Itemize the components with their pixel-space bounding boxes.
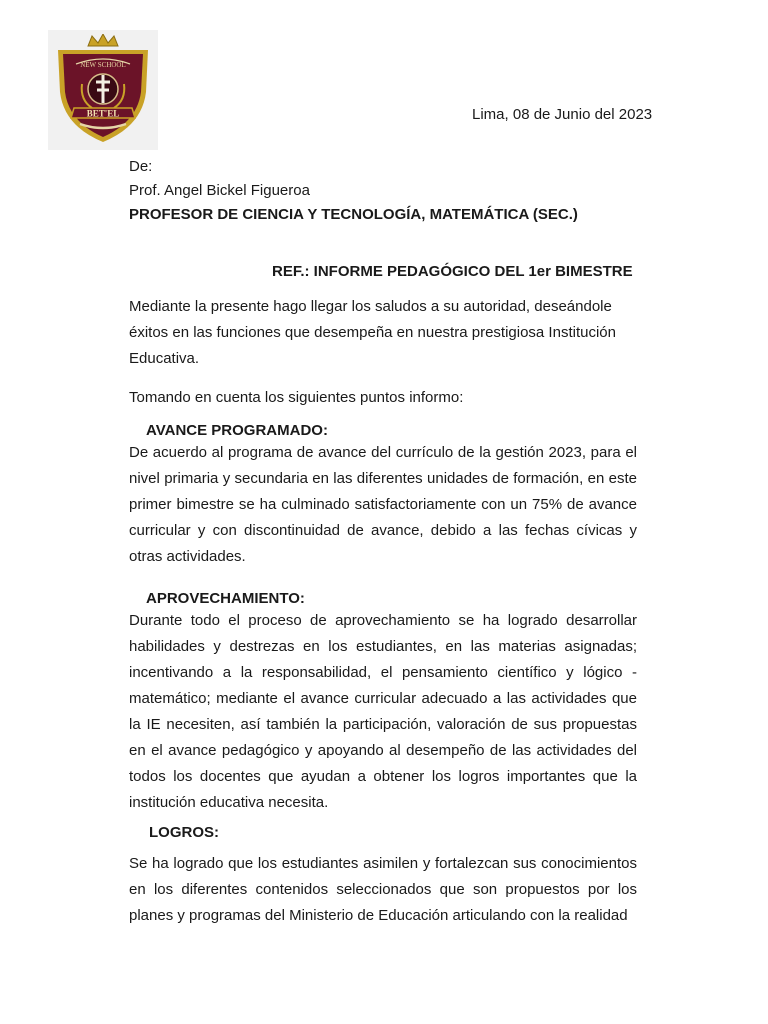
section-text-aprovechamiento: Durante todo el proceso de aprovechamiento se ha logrado desarrollar habilidades y destrezas en los estudiantes, en las materias asignadas; incentivando a la responsabilidad, el pensamiento científico y lógico - matemático; mediante el avance curricular adecuado a las actividades que la IE necesiten, así también la participación, valoración de sus propuestas en el avance pedagógico y apoyando al desempeño de las actividades del todos los docentes que ayudan a obtener los logros importantes que la institución educativa necesita.: [129, 612, 637, 811]
greeting-paragraph: Mediante la presente hago llegar los saludos a su autoridad, deseándole éxitos en las funciones que desempeña en nuestra prestigiosa Institución Educativa.: [129, 298, 616, 367]
reference-line: REF.: INFORME PEDAGÓGICO DEL 1er BIMESTRE: [272, 263, 633, 280]
section-text-avance: De acuerdo al programa de avance del currículo de la gestión 2023, para el nivel primaria y secundaria en las diferentes unidades de formación, en este primer bimestre se ha culminado satisfactoriamente con un 75% de avance curricular y con discontinuidad de avance, debido a las fechas cívicas y otras actividades.: [129, 444, 637, 565]
logo-school-text: NEW SCHOOL: [80, 61, 126, 69]
from-label: De:: [129, 158, 153, 175]
sender-title: PROFESOR DE CIENCIA Y TECNOLOGÍA, MATEMÁTICA (SEC.): [129, 206, 578, 223]
intro-paragraph: Tomando en cuenta los siguientes puntos informo:: [129, 389, 464, 406]
school-crest-icon: [52, 34, 154, 146]
section-title-aprovechamiento: APROVECHAMIENTO:: [146, 590, 305, 607]
place-date: Lima, 08 de Junio del 2023: [472, 106, 653, 123]
school-logo: [48, 30, 158, 150]
sender-name: Prof. Angel Bickel Figueroa: [129, 182, 310, 199]
logo-banner-text: BET'EL: [86, 108, 120, 119]
section-title-avance: AVANCE PROGRAMADO:: [146, 422, 328, 439]
section-text-logros: Se ha logrado que los estudiantes asimilen y fortalezcan sus conocimientos en los diferentes contenidos seleccionados que son propuestos por los planes y programas del Ministerio de Educación articulando con la realidad: [129, 855, 637, 924]
section-title-logros: LOGROS:: [149, 824, 219, 841]
